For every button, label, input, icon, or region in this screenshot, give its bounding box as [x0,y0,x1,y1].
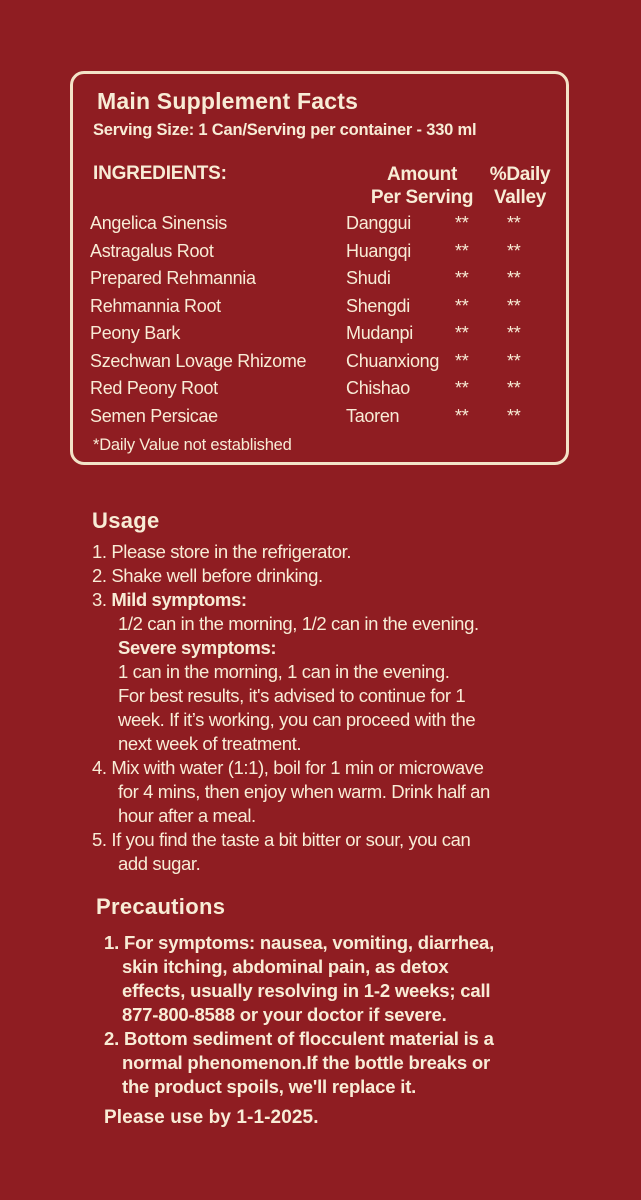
daily-value-footnote: *Daily Value not established [93,436,292,454]
usage-item-2: 2. Shake well before drinking. [92,565,323,586]
ingredient-name: Red Peony Root [90,378,218,398]
ingredient-daily-value: ** [507,295,521,316]
precaution-1-line-2: skin itching, abdominal pain, as detox [122,956,449,977]
ingredient-daily-value: ** [507,240,521,261]
ingredient-amount: ** [455,323,469,343]
ingredient-pinyin: Danggui [346,213,411,233]
usage-item-3-number: 3. [92,589,112,610]
supplement-facts-panel [70,71,569,465]
usage-item-4-line-2: for 4 mins, then enjoy when warm. Drink half an [118,781,490,802]
serving-size: Serving Size: 1 Can/Serving per container - 330 ml [93,121,477,139]
usage-item-4-line-3: hour after a meal. [118,805,256,826]
ingredient-pinyin: Shudi [346,268,391,288]
precaution-1-line-3: effects, usually resolving in 1-2 weeks; call [122,980,491,1001]
ingredient-pinyin: Taoren [346,405,400,426]
ingredient-amount: ** [455,405,469,426]
amount-header [357,163,487,209]
precautions-title: Precautions [96,894,226,919]
ingredient-amount: ** [455,240,469,261]
ingredient-amount: ** [455,213,469,233]
daily-value-header [475,163,565,209]
ingredient-pinyin: Huangqi [346,240,411,261]
ingredient-name: Rehmannia Root [90,295,221,316]
precaution-2-line-2: normal phenomenon.If the bottle breaks or [122,1052,491,1073]
amount-header-line2: Per Serving [370,187,474,208]
ingredient-amount: ** [455,295,469,316]
ingredient-daily-value: ** [507,350,521,371]
ingredient-daily-value: ** [507,323,521,343]
usage-item-5-line-2: add sugar. [118,853,201,874]
precaution-2-line-3: the product spoils, we'll replace it. [122,1076,417,1097]
ingredient-daily-value: ** [507,213,521,233]
ingredient-pinyin: Chuanxiong [346,350,440,371]
ingredient-pinyin: Shengdi [346,295,410,316]
severe-symptoms-label: Severe symptoms: [118,637,277,658]
ingredient-name: Semen Persicae [90,405,218,426]
ingredient-name: Peony Bark [90,323,181,343]
precaution-1-line-1: 1. For symptoms: nausea, vomiting, diarrhea, [104,932,495,953]
ingredient-pinyin: Chishao [346,378,410,398]
daily-header-line1: %Daily [489,164,551,185]
ingredient-name: Szechwan Lovage Rhizome [90,350,307,371]
best-results-line-2: week. If it’s working, you can proceed with the [118,709,476,730]
severe-symptoms-dosage: 1 can in the morning, 1 can in the evening. [118,661,450,682]
usage-item-3 [92,588,612,612]
ingredient-daily-value: ** [507,405,521,426]
usage-item-4-line-1: 4. Mix with water (1:1), boil for 1 min or microwave [92,757,484,778]
ingredient-name: Astragalus Root [90,240,214,261]
daily-header-line2: Valley [493,187,547,208]
ingredient-amount: ** [455,268,469,288]
usage-item-1: 1. Please store in the refrigerator. [92,541,352,562]
use-by-date: Please use by 1-1-2025. [104,1107,319,1128]
ingredient-name: Angelica Sinensis [90,213,227,233]
precaution-2-line-1: 2. Bottom sediment of flocculent material is a [104,1028,494,1049]
best-results-line-3: next week of treatment. [118,733,302,754]
mild-symptoms-label: Mild symptoms: [111,589,247,610]
precautions-section [104,931,624,1099]
facts-title: Main Supplement Facts [97,88,359,114]
severe-symptoms-line [92,636,612,660]
best-results-line-1: For best results, it's advised to continue for 1 [118,685,466,706]
ingredients-header: INGREDIENTS: [93,163,227,184]
mild-symptoms-dosage: 1/2 can in the morning, 1/2 can in the evening. [118,613,479,634]
usage-item-5-line-1: 5. If you find the taste a bit bitter or sour, you can [92,829,471,850]
precaution-1-line-4: 877-800-8588 or your doctor if severe. [122,1004,447,1025]
ingredient-amount: ** [455,350,469,371]
amount-header-line1: Amount [387,164,457,185]
ingredient-name: Prepared Rehmannia [90,268,256,288]
usage-title: Usage [92,508,160,533]
ingredient-daily-value: ** [507,268,521,288]
usage-section [92,540,612,876]
ingredient-amount: ** [455,378,469,398]
ingredient-pinyin: Mudanpi [346,323,413,343]
ingredient-daily-value: ** [507,378,521,398]
